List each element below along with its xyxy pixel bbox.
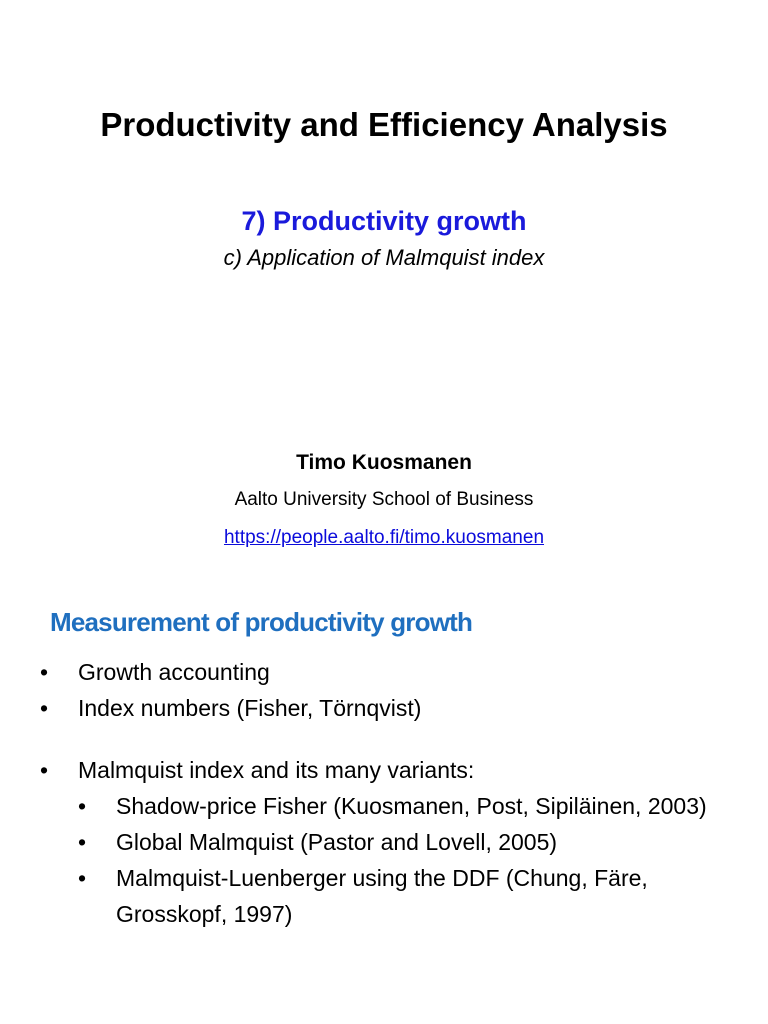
bullet-item — [40, 752, 730, 788]
bullet-dot: • — [78, 865, 87, 891]
sub-bullet-list — [40, 788, 730, 932]
bullet-text: Malmquist index and its many variants: — [78, 757, 475, 783]
author-affiliation: Aalto University School of Business — [234, 489, 534, 510]
bullet-dot: • — [78, 793, 87, 819]
section-subtitle: c) Application of Malmquist index — [223, 245, 545, 270]
content-slide — [0, 590, 768, 1024]
bullet-spacer — [40, 726, 730, 752]
author-url-link[interactable]: https://people.aalto.fi/timo.kuosmanen — [223, 527, 545, 548]
main-title: Productivity and Efficiency Analysis — [100, 106, 668, 143]
bullet-dot: • — [40, 695, 49, 721]
bullet-text: Index numbers (Fisher, Törnqvist) — [78, 695, 422, 721]
bullet-list — [40, 654, 730, 932]
sub-bullet-text: Global Malmquist (Pastor and Lovell, 2005) — [116, 829, 558, 855]
sub-bullet-item — [78, 788, 730, 824]
bullet-item — [40, 690, 730, 726]
bullet-text: Growth accounting — [78, 659, 270, 685]
author-name: Timo Kuosmanen — [296, 451, 472, 474]
section-title: 7) Productivity growth — [241, 206, 527, 236]
sub-bullet-text: Shadow-price Fisher (Kuosmanen, Post, Sipiläinen, 2003) — [116, 793, 707, 819]
sub-bullet-text: Malmquist-Luenberger using the DDF (Chung, Färe, Grosskopf, 1997) — [116, 865, 648, 927]
sub-bullet-item — [78, 860, 730, 932]
slide-heading: Measurement of productivity growth — [50, 607, 473, 637]
bullet-item — [40, 654, 730, 690]
bullet-dot: • — [40, 659, 49, 685]
bullet-dot: • — [78, 829, 87, 855]
author-url-line — [0, 524, 768, 552]
sub-bullet-item — [78, 824, 730, 860]
bullet-dot: • — [40, 757, 49, 783]
